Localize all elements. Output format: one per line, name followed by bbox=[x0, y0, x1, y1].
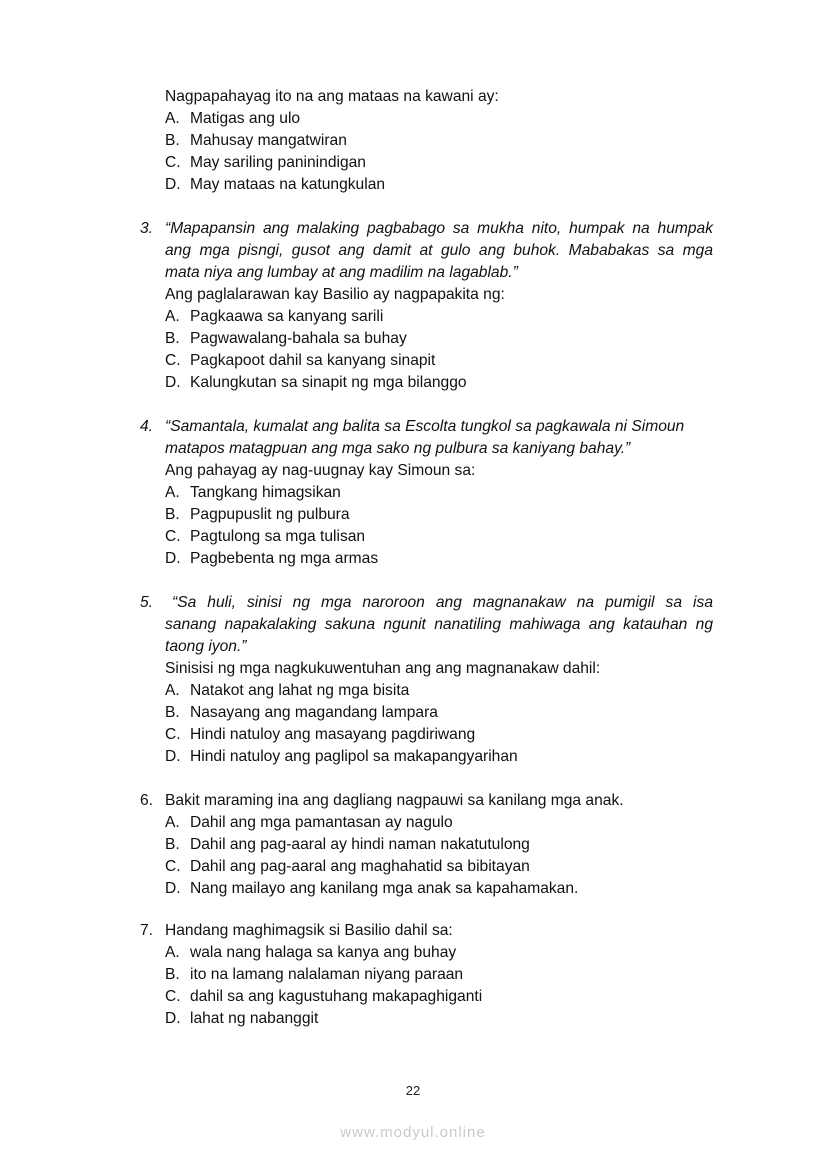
q4-number: 4. bbox=[140, 418, 154, 435]
q4-option-d bbox=[165, 548, 378, 570]
option-text: lahat ng nabanggit bbox=[190, 1010, 319, 1027]
q4-option-b bbox=[165, 504, 350, 526]
q3-quote-line-2: ang mga pisngi, gusot ang damit at gulo ang buhok. Mababakas sa mga bbox=[165, 242, 713, 259]
option-letter: A. bbox=[165, 682, 180, 699]
q4-quote-line-1: “Samantala, kumalat ang balita sa Escolta tungkol sa pagkawala ni Simoun bbox=[165, 418, 685, 435]
option-letter: A. bbox=[165, 308, 180, 325]
q7-number: 7. bbox=[140, 922, 154, 939]
option-letter: C. bbox=[165, 858, 181, 875]
q4-prompt: Ang pahayag ay nag-uugnay kay Simoun sa: bbox=[165, 462, 476, 479]
page-number: 22 bbox=[405, 1083, 421, 1098]
option-text: Pagtulong sa mga tulisan bbox=[190, 528, 366, 545]
q2-option-c bbox=[165, 152, 366, 174]
q4-quote-line-2: matapos matagpuan ang mga sako ng pulbura sa kaniyang bahay.” bbox=[165, 440, 631, 457]
option-text: dahil sa ang kagustuhang makapaghiganti bbox=[190, 988, 483, 1005]
q3-prompt: Ang paglalarawan kay Basilio ay nagpapakita ng: bbox=[165, 286, 505, 303]
q6-option-a bbox=[165, 812, 453, 834]
q5-prompt: Sinisisi ng mga nagkukuwentuhan ang ang magnanakaw dahil: bbox=[165, 660, 601, 677]
option-letter: C. bbox=[165, 528, 181, 545]
option-letter: C. bbox=[165, 154, 181, 171]
q7-option-b bbox=[165, 964, 463, 986]
option-text: ito na lamang nalalaman niyang paraan bbox=[190, 966, 464, 983]
q7-option-c bbox=[165, 986, 482, 1008]
q3-number: 3. bbox=[140, 220, 154, 237]
option-letter: B. bbox=[165, 704, 180, 721]
q7-prompt: Handang maghimagsik si Basilio dahil sa: bbox=[165, 922, 453, 939]
option-text: Nasayang ang magandang lampara bbox=[190, 704, 438, 721]
q5-number: 5. bbox=[140, 594, 154, 611]
option-text: Dahil ang pag-aaral ang maghahatid sa bibitayan bbox=[190, 858, 530, 875]
q5-option-b bbox=[165, 702, 438, 724]
option-text: May sariling paninindigan bbox=[190, 154, 366, 171]
watermark: www.modyul.online bbox=[340, 1124, 486, 1141]
q3-quote-line-1: “Mapapansin ang malaking pagbabago sa mukha nito, humpak na humpak bbox=[165, 220, 713, 237]
option-text: Kalungkutan sa sinapit ng mga bilanggo bbox=[190, 374, 467, 391]
option-text: May mataas na katungkulan bbox=[190, 176, 386, 193]
option-letter: D. bbox=[165, 550, 181, 567]
option-text: Pagkaawa sa kanyang sarili bbox=[190, 308, 384, 325]
option-text: Pagbebenta ng mga armas bbox=[190, 550, 379, 567]
q5-quote-line-3: taong iyon.” bbox=[165, 638, 247, 655]
q6-prompt: Bakit maraming ina ang dagliang nagpauwi sa kanilang mga anak. bbox=[165, 792, 624, 809]
q3-option-c bbox=[165, 350, 435, 372]
option-letter: D. bbox=[165, 1010, 181, 1027]
q3-quote-line-3: mata niya ang lumbay at ang madilim na lagablab.” bbox=[165, 264, 518, 281]
option-text: Tangkang himagsikan bbox=[190, 484, 341, 501]
q2-prompt: Nagpapahayag ito na ang mataas na kawani ay: bbox=[165, 88, 499, 105]
option-text: Pagwawalang-bahala sa buhay bbox=[190, 330, 407, 347]
q2-option-a bbox=[165, 108, 300, 130]
q5-option-d bbox=[165, 746, 518, 768]
option-text: Natakot ang lahat ng mga bisita bbox=[190, 682, 410, 699]
q5-option-c bbox=[165, 724, 475, 746]
q3-option-d bbox=[165, 372, 467, 394]
option-text: Dahil ang pag-aaral ay hindi naman nakatutulong bbox=[190, 836, 530, 853]
q6-number: 6. bbox=[140, 792, 154, 809]
option-text: Mahusay mangatwiran bbox=[190, 132, 347, 149]
option-letter: A. bbox=[165, 944, 180, 961]
q7-option-d bbox=[165, 1008, 318, 1030]
q2-option-b bbox=[165, 130, 347, 152]
option-text: Nang mailayo ang kanilang mga anak sa kapahamakan. bbox=[190, 880, 579, 897]
q2-option-d bbox=[165, 174, 385, 196]
option-letter: A. bbox=[165, 484, 180, 501]
option-letter: C. bbox=[165, 988, 181, 1005]
option-letter: B. bbox=[165, 506, 180, 523]
option-text: Pagpupuslit ng pulbura bbox=[190, 506, 350, 523]
q4-option-a bbox=[165, 482, 341, 504]
option-letter: B. bbox=[165, 132, 180, 149]
q6-option-c bbox=[165, 856, 530, 878]
q3-option-a bbox=[165, 306, 383, 328]
option-letter: C. bbox=[165, 352, 181, 369]
option-letter: A. bbox=[165, 110, 180, 127]
option-text: Matigas ang ulo bbox=[190, 110, 301, 127]
option-text: Dahil ang mga pamantasan ay nagulo bbox=[190, 814, 453, 831]
q7-option-a bbox=[165, 942, 456, 964]
q6-option-d bbox=[165, 878, 578, 900]
q4-option-c bbox=[165, 526, 365, 548]
option-letter: B. bbox=[165, 330, 180, 347]
option-letter: C. bbox=[165, 726, 181, 743]
option-text: Hindi natuloy ang paglipol sa makapangyarihan bbox=[190, 748, 518, 765]
option-letter: D. bbox=[165, 176, 181, 193]
option-letter: B. bbox=[165, 966, 180, 983]
option-text: Hindi natuloy ang masayang pagdiriwang bbox=[190, 726, 476, 743]
option-text: Pagkapoot dahil sa kanyang sinapit bbox=[190, 352, 436, 369]
option-letter: B. bbox=[165, 836, 180, 853]
q5-quote-line-1: “Sa huli, sinisi ng mga naroroon ang magnanakaw na pumigil sa isa bbox=[172, 594, 713, 611]
q3-option-b bbox=[165, 328, 407, 350]
q6-option-b bbox=[165, 834, 530, 856]
option-letter: D. bbox=[165, 374, 181, 391]
option-letter: A. bbox=[165, 814, 180, 831]
option-letter: D. bbox=[165, 748, 181, 765]
q5-option-a bbox=[165, 680, 409, 702]
q5-quote-line-2: sanang napakalaking sakuna ngunit nanatiling mahiwaga ang katauhan ng bbox=[165, 616, 713, 633]
option-letter: D. bbox=[165, 880, 181, 897]
option-text: wala nang halaga sa kanya ang buhay bbox=[190, 944, 457, 961]
